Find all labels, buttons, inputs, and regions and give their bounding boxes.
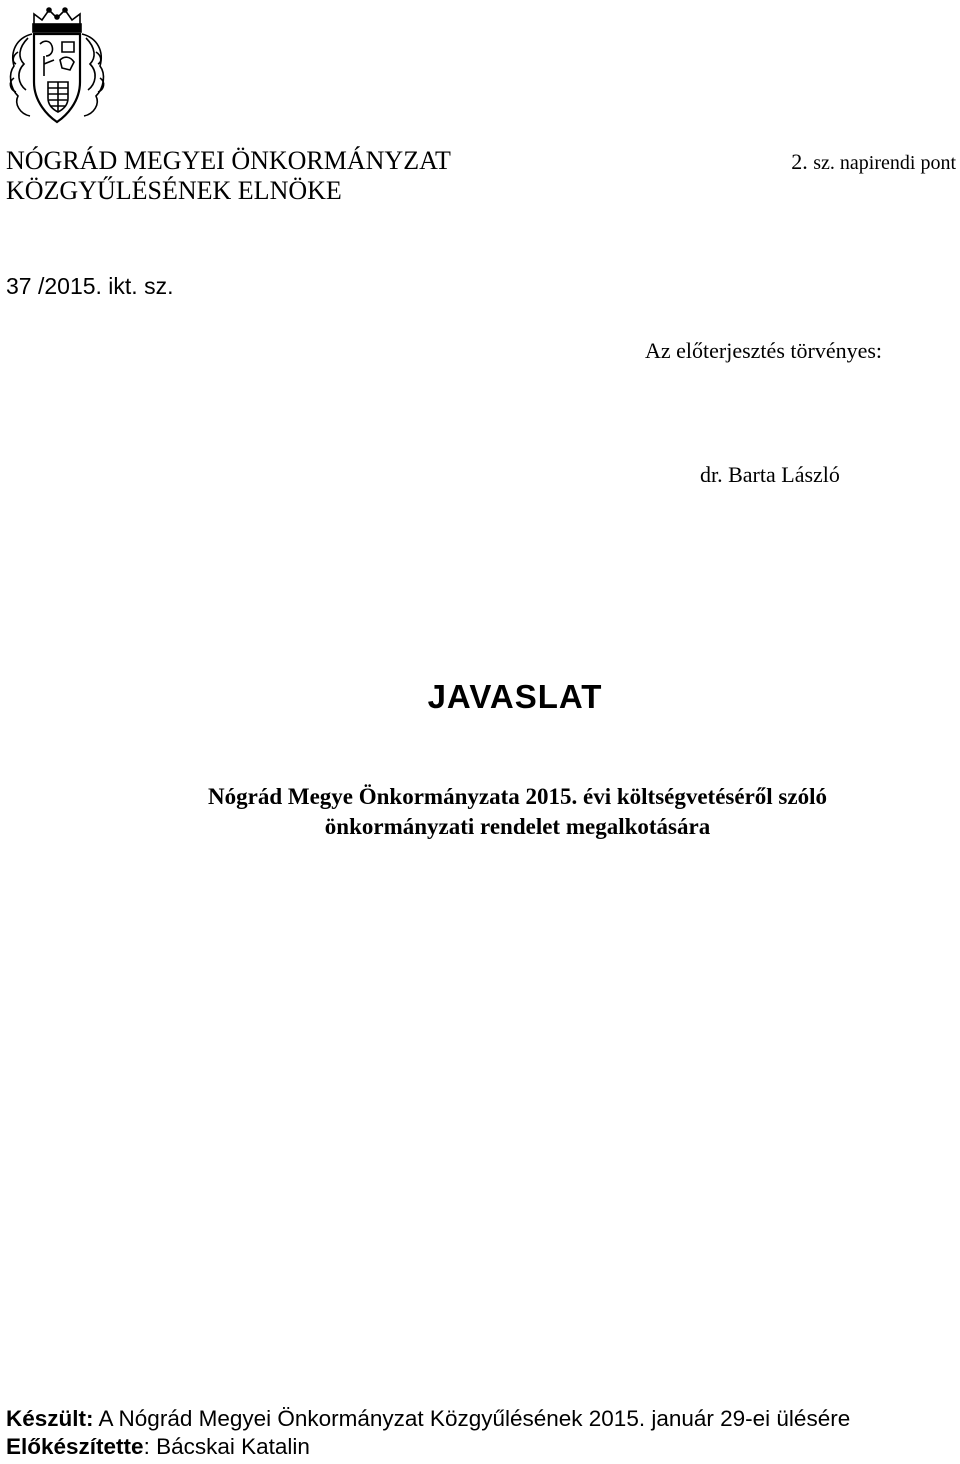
organization-line-2: KÖZGYŰLÉSÉNEK ELNÖKE	[6, 176, 342, 205]
organization-name	[6, 146, 451, 206]
presenter-name: dr. Barta László	[700, 462, 840, 487]
prepared-value: Bácskai Katalin	[156, 1434, 310, 1459]
registration-number: 37 /2015. ikt. sz.	[6, 273, 174, 299]
county-coat-of-arms-icon	[4, 4, 110, 126]
subject-line-2: önkormányzati rendelet megalkotására	[324, 814, 711, 839]
prepared-by-line: Előkészítette: Bácskai Katalin	[6, 1434, 310, 1459]
legality-statement: Az előterjesztés törvényes:	[645, 338, 883, 363]
agenda-number: 2.	[791, 149, 808, 174]
made-value: A Nógrád Megyei Önkormányzat Közgyűlésének 2015. január 29-ei ülésére	[98, 1406, 851, 1431]
subject-line-1: Nógrád Megye Önkormányzata 2015. évi költségvetéséről szóló	[208, 784, 827, 809]
document-title: JAVASLAT	[427, 678, 603, 715]
document-subject	[0, 782, 960, 842]
prepared-label: Előkészítette	[6, 1434, 144, 1459]
agenda-point	[791, 148, 956, 177]
made-label: Készült:	[6, 1406, 94, 1431]
organization-line-1: NÓGRÁD MEGYEI ÖNKORMÁNYZAT	[6, 146, 451, 175]
made-for-line	[6, 1405, 850, 1433]
document-footer	[6, 1405, 850, 1461]
agenda-label: sz. napirendi pont	[813, 152, 956, 174]
